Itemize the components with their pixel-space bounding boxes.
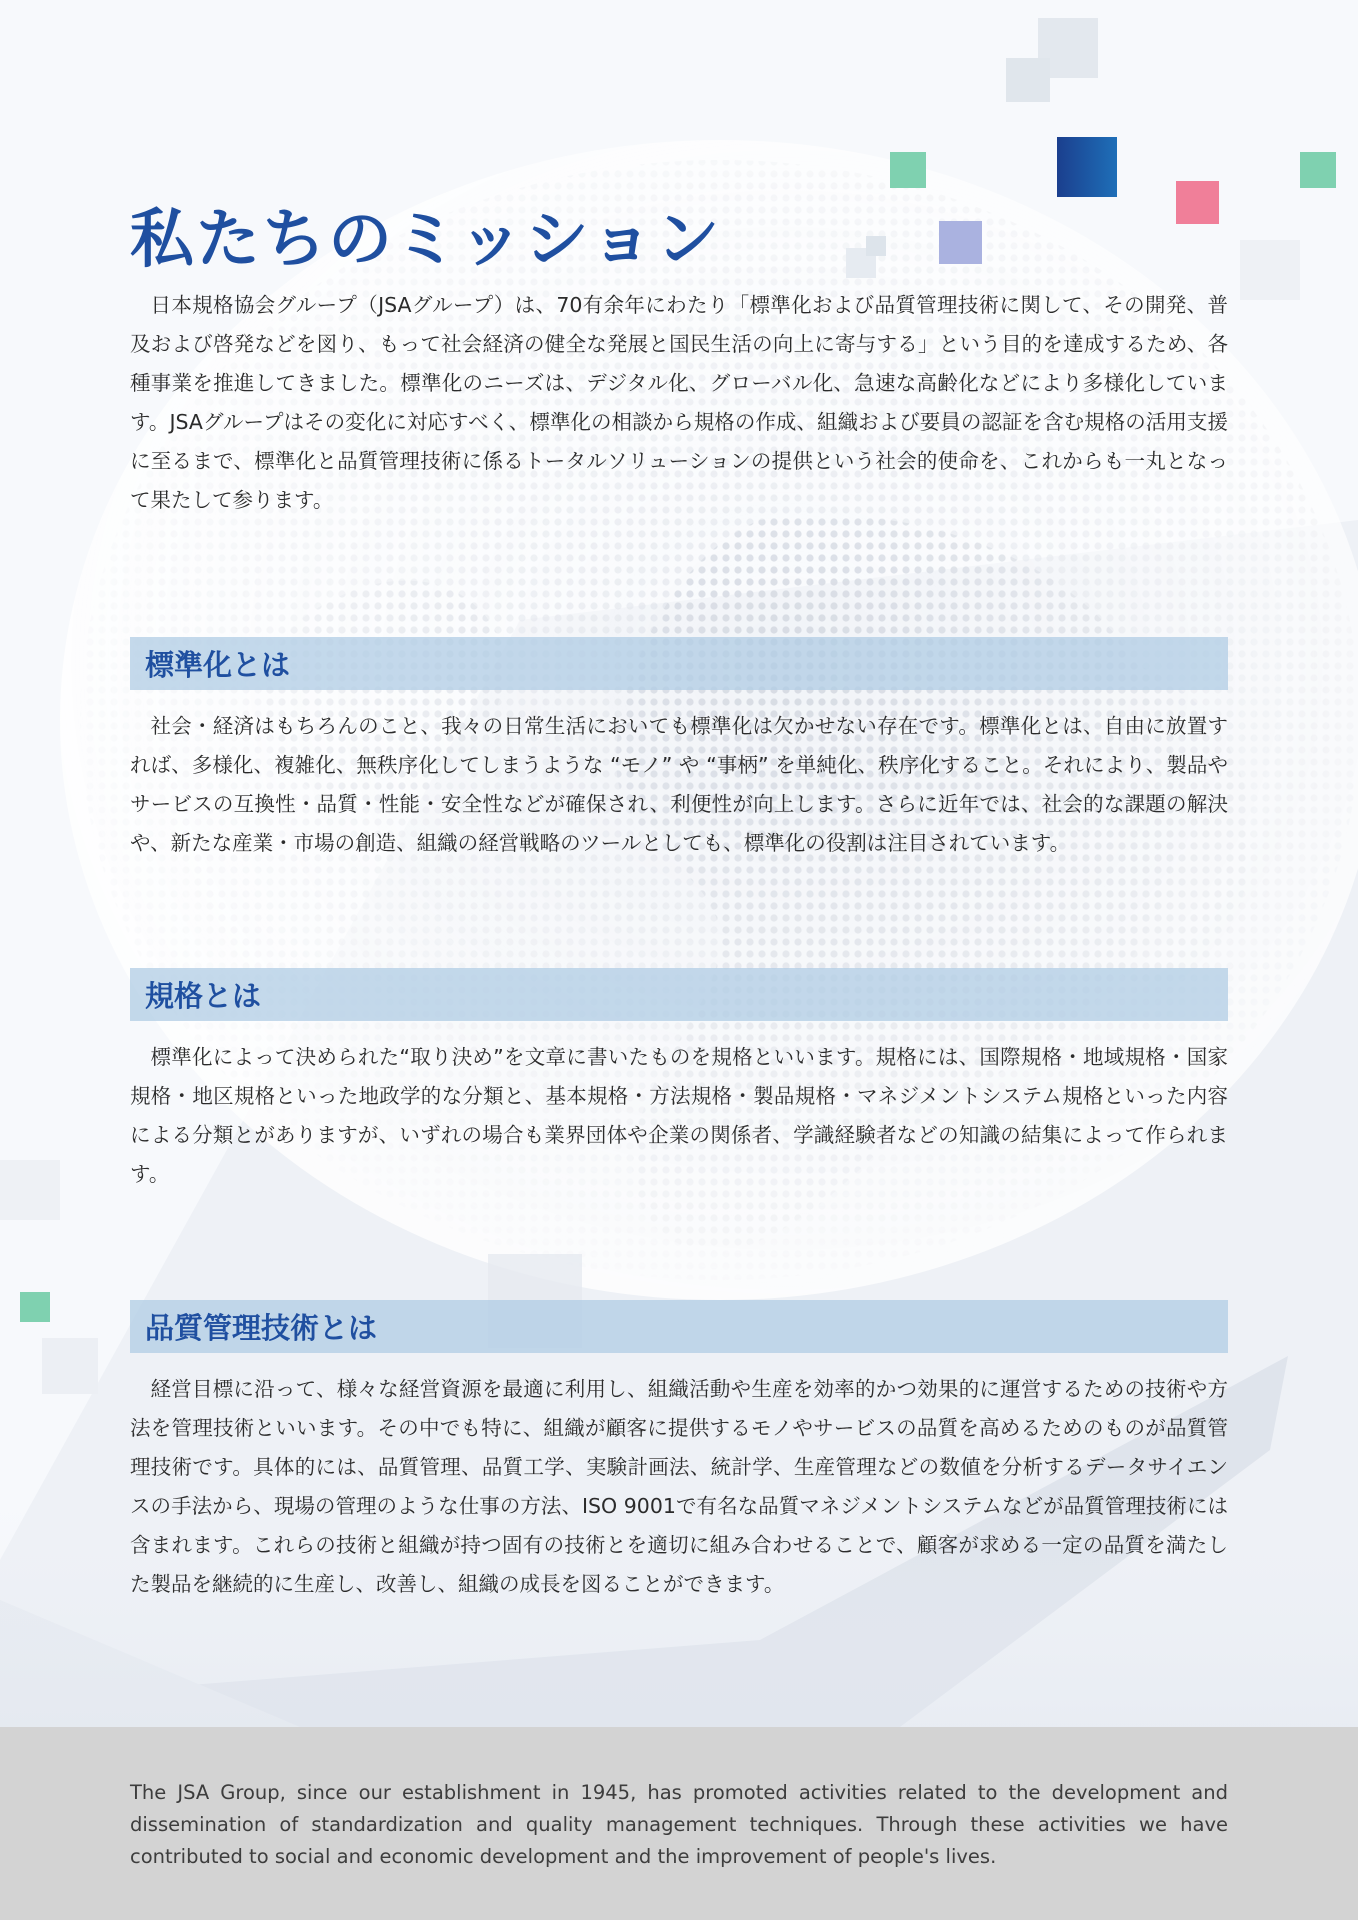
page-title: 私たちのミッション [130,202,722,277]
section-heading-standards [130,968,1228,1021]
section-heading-standardization [130,637,1228,690]
section-heading-label: 規格とは [145,979,262,1013]
section-body-quality-management: 経営目標に沿って、様々な経営資源を最適に利用し、組織活動や生産を効率的かつ効果的に運営するための技術や方法を管理技術といいます。その中でも特に、組織が顧客に提供するモノやサービスの品質を高めるためのものが品質管理技術です。具体的には、品質管理、品質工学、実験計画法、統計学、生産管理などの数値を分析するデータサイエンスの手法から、現場の管理のような仕事の方法、ISO 9001で有名な品質マネジメントシステムなどが品質管理技術には含まれます。これらの技術と組織が持つ固有の技術とを適切に組み合わせることで、顧客が求める一定の品質を満たした製品を継続的に生産し、改善し、組織の成長を図ることができます。 [130,1377,1228,1596]
section-heading-quality-management [130,1300,1228,1353]
intro-paragraph: 日本規格協会グループ（JSAグループ）は、70有余年にわたり「標準化および品質管理技術に関して、その開発、普及および啓発などを図り、もって社会経済の健全な発展と国民生活の向上に寄与する」という目的を達成するため、各種事業を推進してきました。標準化のニーズは、デジタル化、グローバル化、急速な高齢化などにより多様化しています。JSAグループはその変化に対応すべく、標準化の相談から規格の作成、組織および要員の認証を含む規格の活用支援に至るまで、標準化と品質管理技術に係るトータルソリューションの提供という社会的使命を、これからも一丸となって果たして参ります。 [130,293,1228,512]
section-body-standardization: 社会・経済はもちろんのこと、我々の日常生活においても標準化は欠かせない存在です。標準化とは、自由に放置すれば、多様化、複雑化、無秩序化してしまうような “モノ” や “事柄” を単純化、秩序化すること。それにより、製品やサービスの互換性・品質・性能・安全性などが確保され、利便性が向上します。さらに近年では、社会的な課題の解決や、新たな産業・市場の創造、組織の経営戦略のツールとしても、標準化の役割は注目されています。 [130,714,1228,855]
footer-band [0,1727,1358,1920]
section-heading-label: 品質管理技術とは [145,1311,378,1345]
section-heading-label: 標準化とは [145,648,291,682]
footer-english-summary: The JSA Group, since our establishment in 1945, has promoted activities related to the development and dissemination of standardization and quality management techniques. Through these activities we have contributed to social and economic development and the improvement of people's lives. [130,1781,1228,1868]
section-body-standards: 標準化によって決められた“取り決め”を文章に書いたものを規格といいます。規格には、国際規格・地域規格・国家規格・地区規格といった地政学的な分類と、基本規格・方法規格・製品規格・マネジメントシステム規格といった内容による分類とがありますが、いずれの場合も業界団体や企業の関係者、学識経験者などの知識の結集によって作られます。 [130,1045,1228,1186]
